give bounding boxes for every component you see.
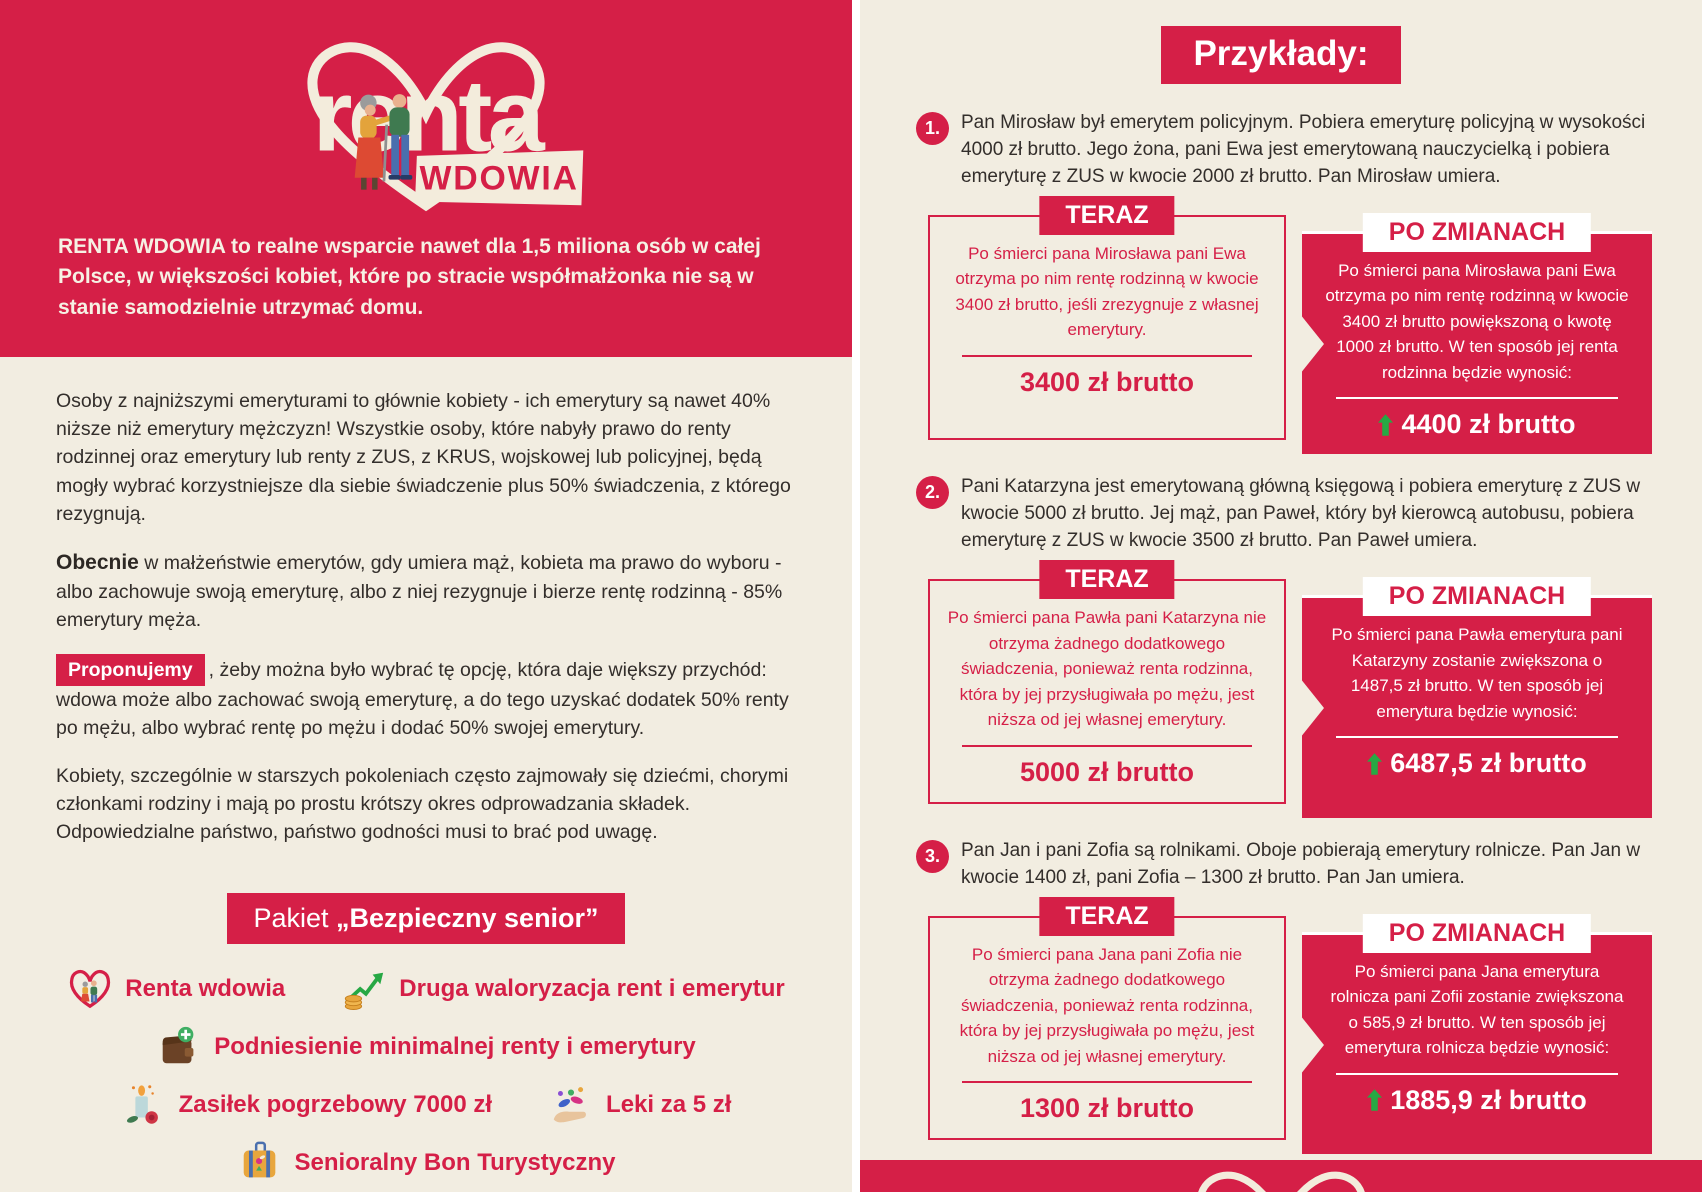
divider-line bbox=[962, 745, 1252, 747]
benefit-row-3 bbox=[121, 1082, 732, 1128]
paragraph-2-lead: Obecnie bbox=[56, 550, 139, 574]
example-number-badge: 2. bbox=[916, 476, 949, 509]
body-text bbox=[0, 357, 852, 866]
increase-arrow-icon bbox=[1367, 1089, 1382, 1111]
paragraph-2 bbox=[56, 548, 796, 634]
teraz-label: TERAZ bbox=[1039, 560, 1174, 599]
benefit-label: Renta wdowia bbox=[125, 974, 286, 1002]
renta-wdowia-logo-footer bbox=[1164, 1160, 1399, 1192]
benefit-minimalna-renta bbox=[156, 1024, 696, 1070]
benefit-row-4 bbox=[237, 1140, 616, 1186]
comparison-row bbox=[928, 200, 1652, 455]
coins-growth-icon bbox=[341, 966, 387, 1012]
example-3 bbox=[916, 838, 1652, 1154]
package-title-bold: „Bezpieczny senior” bbox=[335, 902, 599, 933]
panel-divider bbox=[852, 0, 860, 1192]
divider-line bbox=[962, 1081, 1252, 1083]
teraz-text: Po śmierci pana Jana pani Zofia nie otrzyma żadnego dodatkowego świadczenia, ponieważ renta rodzinna, która by jej przysługiwała po mężu, jest niższa od jej własnej emerytury. bbox=[959, 944, 1255, 1066]
comparison-row bbox=[928, 901, 1652, 1155]
example-number-badge: 1. bbox=[916, 112, 949, 145]
paragraph-2-rest: w małżeństwie emerytów, gdy umiera mąż, kobieta ma prawo do wyboru - albo zachowuje swoją emeryturę, albo z niej rezygnuje i bierze rentę rodzinną - 85% emerytury męża. bbox=[56, 551, 783, 632]
benefit-bon-turystyczny bbox=[237, 1140, 616, 1186]
comparison-row bbox=[928, 565, 1652, 818]
teraz-text: Po śmierci pana Pawła pani Katarzyna nie otrzyma żadnego dodatkowego świadczenia, ponieważ renta rodzinna, która by jej przysługiwała po mężu, jest niższa od jej własnej emerytury. bbox=[947, 608, 1267, 730]
example-intro bbox=[916, 110, 1652, 191]
teraz-box bbox=[928, 565, 1286, 804]
paragraph-3-highlight: Proponujemy bbox=[56, 654, 205, 686]
paragraph-3-rest: , żeby można było wybrać tę opcję, która daje większy przychód: wdowa może albo zachować swoją emeryturę, a do tego uzyskać dodatek 50% renty po mężu, albo wybrać rentę po mężu i dodać 50% swojej emerytury. bbox=[56, 659, 789, 740]
example-number-badge: 3. bbox=[916, 840, 949, 873]
footer-banner bbox=[860, 1160, 1702, 1192]
increase-arrow-icon bbox=[1367, 753, 1382, 775]
teraz-amount: 1300 zł brutto bbox=[1019, 1093, 1195, 1124]
hand-pills-icon bbox=[548, 1082, 594, 1128]
po-zmianach-amount: 1885,9 zł brutto bbox=[1324, 1085, 1630, 1116]
benefit-label: Senioralny Bon Turystyczny bbox=[294, 1148, 616, 1176]
po-zmianach-label: PO ZMIANACH bbox=[1363, 577, 1591, 616]
header-intro-text: RENTA WDOWIA to realne wsparcie nawet dla 1,5 miliona osób w całej Polsce, w większości kobiet, które po stracie współmałżonka nie są w stanie samodzielnie utrzymać domu. bbox=[58, 235, 761, 319]
teraz-label: TERAZ bbox=[1039, 897, 1174, 936]
example-1 bbox=[916, 110, 1652, 454]
increase-arrow-icon bbox=[1378, 414, 1393, 436]
wallet-plus-icon bbox=[156, 1024, 202, 1070]
po-zmianach-box bbox=[1302, 582, 1652, 818]
divider-line bbox=[1336, 736, 1618, 738]
teraz-label: TERAZ bbox=[1039, 196, 1174, 235]
teraz-amount: 5000 zł brutto bbox=[1019, 756, 1195, 787]
paragraph-3 bbox=[56, 654, 796, 742]
heart-couple-icon bbox=[67, 966, 113, 1012]
po-zmianach-amount: 6487,5 zł brutto bbox=[1324, 748, 1630, 779]
teraz-box bbox=[928, 901, 1286, 1141]
po-zmianach-text: Po śmierci pana Pawła emerytura pani Katarzyny zostanie zwiększona o 1487,5 zł brutto. W ten sposób jej emerytura będzie wynosić: bbox=[1331, 625, 1623, 721]
benefit-label: Zasiłek pogrzebowy 7000 zł bbox=[178, 1090, 493, 1118]
example-intro-text: Pani Katarzyna jest emerytowaną główną księgową i pobiera emeryturę z ZUS w kwocie 5000 zł brutto. Jej mąż, pan Paweł, który był kierowcą autobusu, pobiera emeryturę z ZUS w kwocie 3500 zł brutto. Pan Paweł umiera. bbox=[961, 476, 1641, 552]
benefit-leki bbox=[548, 1082, 731, 1128]
benefit-label: Druga waloryzacja rent i emerytur bbox=[399, 974, 785, 1002]
right-panel bbox=[860, 0, 1702, 1192]
example-intro bbox=[916, 838, 1652, 892]
package-title bbox=[227, 893, 624, 944]
examples-title: Przykłady: bbox=[1161, 26, 1400, 84]
benefit-zasilek-pogrzebowy bbox=[121, 1082, 492, 1128]
benefit-label: Leki za 5 zł bbox=[606, 1090, 732, 1118]
paragraph-4: Kobiety, szczególnie w starszych pokoleniach często zajmowały się dziećmi, chorymi członkami rodziny i mają po prostu krótszy okres odprowadzania składek. Odpowiedzialne państwo, państwo godności musi to brać pod uwagę. bbox=[56, 765, 789, 844]
po-zmianach-box bbox=[1302, 217, 1652, 455]
teraz-amount: 3400 zł brutto bbox=[1019, 366, 1195, 397]
paragraph-1: Osoby z najniższymi emeryturami to głównie kobiety - ich emerytury są nawet 40% niższe niż emerytury mężczyzn! Wszystkie osoby, które nabyły prawo do renty rodzinnej oraz emerytury lub renty z ZUS, z KRUS, wojskowej lub policyjnej, będą mogły wybrać korzystniejsze dla siebie świadczenie plus 50% świadczenia, z którego rezygnują. bbox=[56, 390, 791, 525]
funeral-candle-icon bbox=[121, 1082, 167, 1128]
po-zmianach-text: Po śmierci pana Mirosława pani Ewa otrzyma po nim rentę rodzinną w kwocie 3400 zł brutto powiększoną o kwotę 1000 zł brutto. W ten sposób jej renta rodzinna będzie wynosić: bbox=[1325, 260, 1629, 382]
teraz-text: Po śmierci pana Mirosława pani Ewa otrzyma po nim rentę rodzinną w kwocie 3400 zł brutto, jeśli zrezygnuje z własnej emerytury. bbox=[955, 243, 1259, 340]
examples-list bbox=[860, 90, 1702, 1160]
divider-line bbox=[962, 355, 1252, 357]
divider-line bbox=[1336, 397, 1618, 399]
po-zmianach-amount: 4400 zł brutto bbox=[1324, 409, 1630, 440]
benefit-waloryzacja bbox=[341, 966, 784, 1012]
po-zmianach-box bbox=[1302, 918, 1652, 1155]
po-zmianach-label: PO ZMIANACH bbox=[1363, 213, 1591, 252]
example-intro-text: Pan Jan i pani Zofia są rolnikami. Oboje pobierają emerytury rolnicze. Pan Jan w kwocie 1400 zł, pani Zofia – 1300 zł brutto. Pan Jan umiera. bbox=[961, 839, 1641, 888]
example-2 bbox=[916, 474, 1652, 817]
benefit-label: Podniesienie minimalnej renty i emerytury bbox=[214, 1032, 696, 1060]
benefits-list bbox=[0, 966, 852, 1192]
po-zmianach-label: PO ZMIANACH bbox=[1363, 914, 1591, 953]
teraz-box bbox=[928, 200, 1286, 441]
benefit-row-1 bbox=[67, 966, 785, 1012]
suitcase-icon bbox=[237, 1140, 283, 1186]
divider-line bbox=[1336, 1073, 1618, 1075]
benefit-renta-wdowia bbox=[67, 966, 285, 1012]
example-intro-text: Pan Mirosław był emerytem policyjnym. Pobiera emeryturę policyjną w wysokości 4000 zł brutto. Jego żona, pani Ewa jest emerytowaną nauczycielką i pobiera emeryturę z ZUS w kwocie 2000 zł brutto. Pan Mirosław umiera. bbox=[961, 112, 1646, 187]
renta-wdowia-logo bbox=[261, 26, 591, 218]
package-title-normal: Pakiet bbox=[253, 902, 336, 933]
benefit-row-2 bbox=[156, 1024, 696, 1070]
header-banner bbox=[0, 0, 852, 357]
example-intro bbox=[916, 474, 1652, 555]
po-zmianach-text: Po śmierci pana Jana emerytura rolnicza pani Zofii zostanie zwiększona o 585,9 zł brutto. W ten sposób jej emerytura rolnicza będzie wynosić: bbox=[1330, 961, 1624, 1058]
